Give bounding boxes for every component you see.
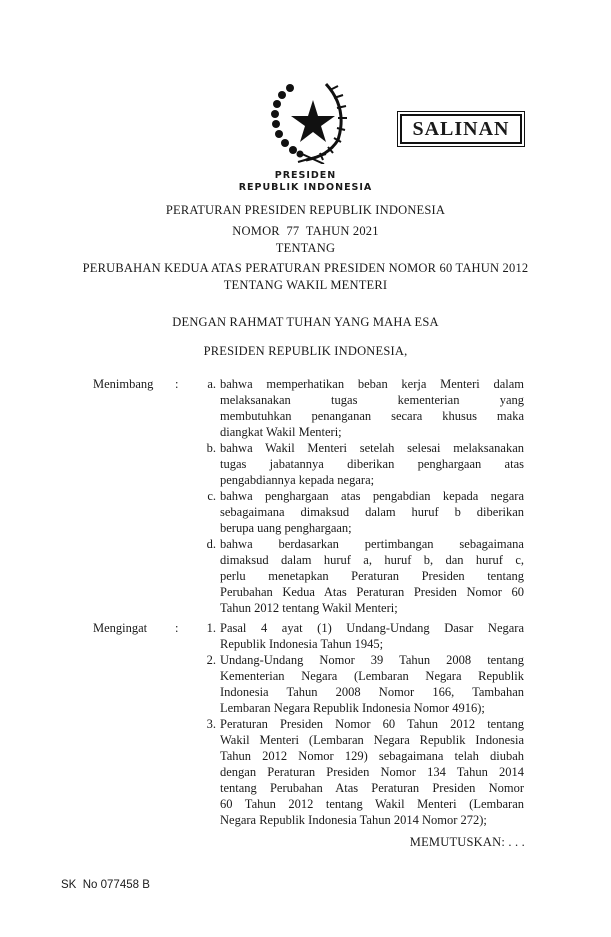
item-marker: 2. xyxy=(206,653,216,667)
preamble-president: PRESIDEN REPUBLIK INDONESIA, xyxy=(203,344,408,358)
text-line: bahwa Wakil Menteri setelah selesai melaksanakan xyxy=(220,441,524,455)
continuation-marker: MEMUTUSKAN: . . . xyxy=(409,835,525,849)
mengingat-label: Mengingat xyxy=(93,621,148,635)
text-line: Republik Indonesia Tahun 1945; xyxy=(220,637,384,651)
mengingat-colon: : xyxy=(175,621,179,635)
text-line: membutuhkan penanganan secara khusus maka xyxy=(220,409,524,423)
text-line: dimaksud dalam huruf a, huruf b, dan huruf c, xyxy=(220,553,524,567)
text-line: Peraturan Presiden Nomor 60 Tahun 2012 tentang xyxy=(220,717,524,731)
item-marker: b. xyxy=(206,441,216,455)
presidential-emblem xyxy=(268,78,352,164)
item-marker: 1. xyxy=(206,621,216,635)
item-text xyxy=(220,536,524,616)
text-line: Wakil Menteri (Lembaran Negara Republik Indonesia xyxy=(220,733,524,747)
text-line: tugas jabatannya diberikan penghargaan atas xyxy=(220,457,524,471)
text-line: Tahun 2012 tentang Wakil Menteri; xyxy=(220,601,398,615)
regulation-subject-2: TENTANG WAKIL MENTERI xyxy=(223,278,388,292)
text-line: sebagaimana dimaksud dalam huruf b diberikan xyxy=(220,505,524,519)
item-text xyxy=(220,652,524,716)
text-line: Lembaran Negara Republik Indonesia Nomor 4916); xyxy=(220,701,485,715)
item-text xyxy=(220,488,524,536)
text-line: bahwa memperhatikan beban kerja Menteri dalam xyxy=(220,377,524,391)
preamble-invocation: DENGAN RAHMAT TUHAN YANG MAHA ESA xyxy=(172,315,439,329)
regulation-title: PERATURAN PRESIDEN REPUBLIK INDONESIA xyxy=(165,203,446,217)
text-line: perlu menetapkan Peraturan Presiden tentang xyxy=(220,569,524,583)
item-text xyxy=(220,376,524,440)
text-line: diangkat Wakil Menteri; xyxy=(220,425,342,439)
text-line: berupa uang penghargaan; xyxy=(220,521,352,535)
text-line: bahwa penghargaan atas pengabdian kepada negara xyxy=(220,489,524,503)
item-text xyxy=(220,620,524,652)
item-text xyxy=(220,440,524,488)
menimbang-label: Menimbang xyxy=(93,377,154,391)
item-marker: 3. xyxy=(206,717,216,731)
text-line: tentang Perubahan Atas Peraturan Presiden Nomor xyxy=(220,781,524,795)
regulation-about: TENTANG xyxy=(275,241,336,255)
emblem-label-republic: REPUBLIK INDONESIA xyxy=(238,182,373,193)
text-line: Kementerian Negara (Lembaran Negara Republik xyxy=(220,669,524,683)
regulation-subject: PERUBAHAN KEDUA ATAS PERATURAN PRESIDEN NOMOR 60 TAHUN 2012 xyxy=(82,261,529,275)
menimbang-colon: : xyxy=(175,377,179,391)
text-line: Tahun 2012 Nomor 129) sebagaimana telah diubah xyxy=(220,749,524,763)
text-line: dengan Peraturan Presiden Nomor 134 Tahun 2014 xyxy=(220,765,524,779)
item-marker: d. xyxy=(206,537,216,551)
item-marker: c. xyxy=(207,489,216,503)
item-text xyxy=(220,716,524,828)
text-line: Negara Republik Indonesia Tahun 2014 Nomor 272); xyxy=(220,813,487,827)
regulation-number: NOMOR 77 TAHUN 2021 xyxy=(232,224,379,238)
emblem-label-president: PRESIDEN xyxy=(274,170,337,181)
text-line: Indonesia Tahun 2008 Nomor 166, Tambahan xyxy=(220,685,524,699)
serial-number: SK No 077458 B xyxy=(61,879,150,891)
text-line: Pasal 4 ayat (1) Undang-Undang Dasar Negara xyxy=(220,621,524,635)
salinan-stamp: SALINAN xyxy=(400,114,522,144)
text-line: 60 Tahun 2012 tentang Wakil Menteri (Lembaran xyxy=(220,797,524,811)
text-line: Undang-Undang Nomor 39 Tahun 2008 tentang xyxy=(220,653,524,667)
text-line: melaksanakan tugas kementerian yang xyxy=(220,393,524,407)
item-marker: a. xyxy=(207,377,216,391)
text-line: bahwa berdasarkan pertimbangan sebagaimana xyxy=(220,537,524,551)
text-line: pengabdiannya kepada negara; xyxy=(220,473,375,487)
text-line: Perubahan Kedua Atas Peraturan Presiden Nomor 60 xyxy=(220,585,524,599)
